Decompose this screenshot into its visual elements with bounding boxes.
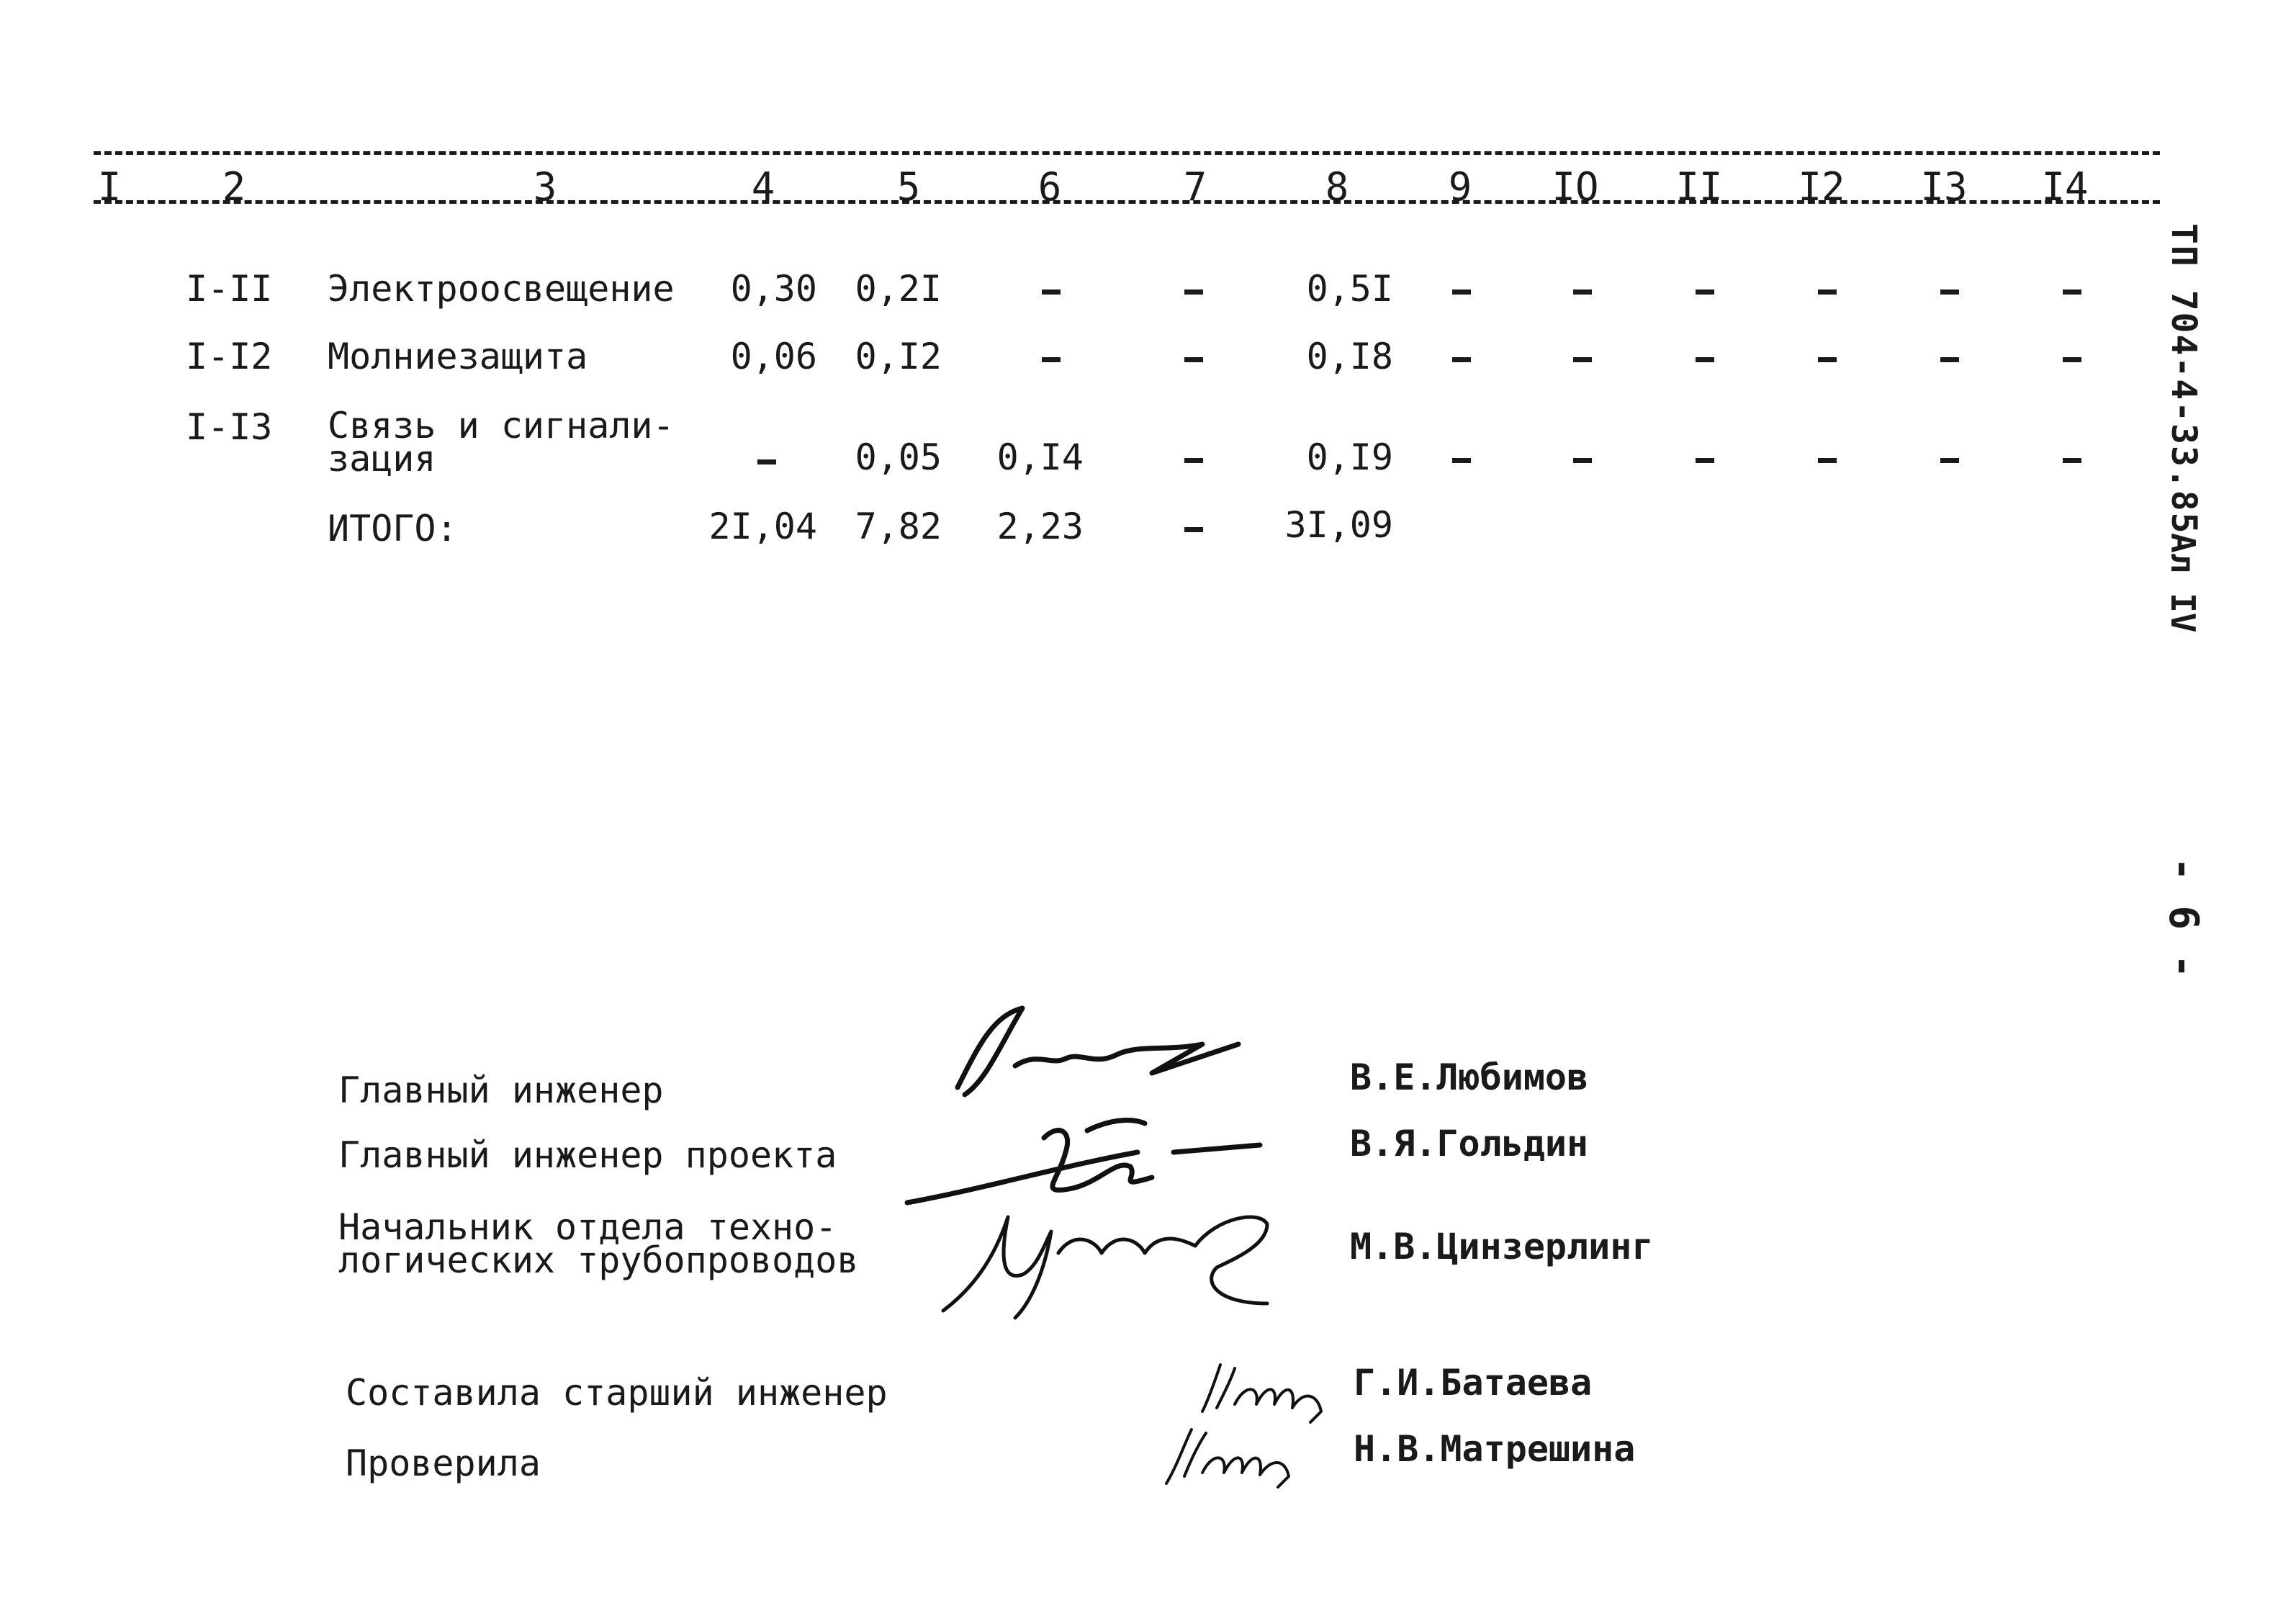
empty-mark <box>1042 289 1061 295</box>
role-department-head: Начальник отдела техно- <box>338 1206 837 1248</box>
role-checked-by: Проверила <box>346 1442 541 1484</box>
total-col5: 7,82 <box>855 506 942 547</box>
cell-col4: 0,30 <box>730 268 817 310</box>
cell-col8: 0,I8 <box>1306 336 1393 377</box>
person-matreshina: Н.В.Матрешина <box>1354 1428 1636 1470</box>
row-name: Связь и сигнали- <box>328 405 675 446</box>
row-name: Электроосвещение <box>328 268 675 310</box>
column-header: I <box>97 164 122 210</box>
header-bottom-rule <box>94 200 2160 204</box>
sheet-label: Ал IV <box>2164 533 2202 633</box>
person-bataeva: Г.И.Батаева <box>1354 1362 1593 1404</box>
cell-col8: 0,I9 <box>1306 436 1393 478</box>
empty-mark <box>1573 458 1592 463</box>
cell-col6: 0,I4 <box>996 436 1084 478</box>
empty-mark <box>1184 289 1203 295</box>
empty-mark <box>1452 458 1471 463</box>
empty-mark <box>2063 357 2081 362</box>
row-code: I-II <box>186 268 273 310</box>
empty-mark <box>1573 357 1592 362</box>
total-label: ИТОГО: <box>328 508 458 549</box>
empty-mark <box>1573 289 1592 295</box>
document-code: ТП 704-4-33.85 <box>2164 223 2204 535</box>
column-header: IO <box>1552 164 1599 210</box>
row-name: Молниезащита <box>328 336 588 377</box>
empty-mark <box>1818 458 1837 463</box>
empty-mark <box>1696 289 1714 295</box>
total-col8: 3I,09 <box>1284 504 1393 546</box>
column-header: I4 <box>2041 164 2089 210</box>
row-code: I-I2 <box>186 336 273 377</box>
empty-mark <box>1184 527 1203 532</box>
empty-mark <box>1818 289 1837 295</box>
empty-mark <box>1940 357 1959 362</box>
empty-mark <box>1940 458 1959 463</box>
empty-mark <box>1184 458 1203 463</box>
column-header: 6 <box>1037 164 1062 210</box>
cell-col8: 0,5I <box>1306 268 1393 310</box>
total-col6: 2,23 <box>996 506 1084 547</box>
person-goldin: В.Я.Гольдин <box>1350 1123 1589 1164</box>
column-header: 4 <box>751 164 775 210</box>
cell-col5: 0,05 <box>855 436 942 478</box>
empty-mark <box>2063 289 2081 295</box>
empty-mark <box>1452 289 1471 295</box>
cell-col4: 0,06 <box>730 336 817 377</box>
empty-mark <box>2063 458 2081 463</box>
row-code: I-I3 <box>186 406 273 448</box>
signature-matreshina <box>1152 1419 1325 1491</box>
role-department-head-continued: логических трубопроводов <box>338 1239 859 1281</box>
role-chief-project-engineer: Главный инженер проекта <box>338 1134 837 1176</box>
empty-mark <box>1818 357 1837 362</box>
total-col4: 2I,04 <box>708 506 817 547</box>
header-top-rule <box>94 151 2160 155</box>
row-name-continued: зация <box>328 438 436 480</box>
person-tsinzerling: М.В.Цинзерлинг <box>1350 1226 1654 1267</box>
column-header: 3 <box>533 164 557 210</box>
person-lyubimov: В.Е.Любимов <box>1350 1056 1589 1098</box>
empty-mark <box>1696 357 1714 362</box>
column-header: 9 <box>1448 164 1472 210</box>
column-header: I2 <box>1798 164 1845 210</box>
column-header: 5 <box>896 164 921 210</box>
empty-mark <box>1452 357 1471 362</box>
column-header: II <box>1675 164 1723 210</box>
column-header: 7 <box>1183 164 1207 210</box>
column-header: 2 <box>222 164 246 210</box>
empty-mark <box>1940 289 1959 295</box>
signature-bataeva <box>1188 1354 1346 1426</box>
cell-col5: 0,2I <box>855 268 942 310</box>
role-compiled-by: Составила старший инженер <box>346 1372 888 1414</box>
role-chief-engineer: Главный инженер <box>338 1069 664 1111</box>
signature-tsinzerling <box>929 1188 1289 1325</box>
column-header: I3 <box>1920 164 1968 210</box>
page-number: - 6 - <box>2160 857 2207 979</box>
cell-col5: 0,I2 <box>855 336 942 377</box>
column-header: 8 <box>1325 164 1349 210</box>
empty-mark <box>1184 357 1203 362</box>
signature-lyubimov <box>936 1001 1253 1123</box>
empty-mark <box>1042 357 1061 362</box>
empty-mark <box>1696 458 1714 463</box>
empty-mark <box>757 459 776 464</box>
